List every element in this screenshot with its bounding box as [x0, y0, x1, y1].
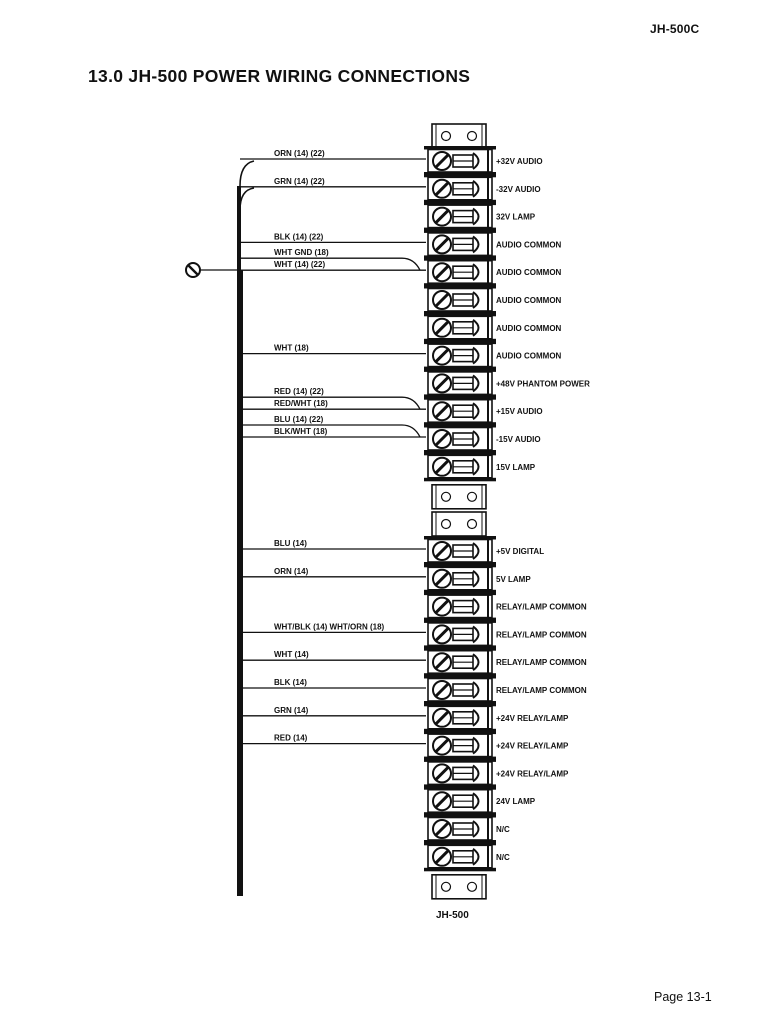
wire-label: WHT GND (18) — [274, 248, 329, 258]
cable-curve — [240, 161, 254, 186]
wire-label: WHT (18) — [274, 343, 309, 353]
wire-label: WHT (14) (22) — [274, 260, 326, 270]
strip-end-cap — [432, 124, 486, 148]
wire-label: ORN (14) — [274, 566, 309, 576]
wire — [240, 425, 420, 437]
terminal-label: N/C — [496, 825, 510, 834]
wire-label: RED (14) — [274, 733, 308, 743]
wire — [240, 397, 420, 409]
wire-label: BLK (14) — [274, 678, 307, 687]
terminal-strip-label: JH-500 — [436, 910, 469, 921]
mounting-hole-icon — [468, 132, 477, 141]
strip-end-cap — [432, 512, 486, 536]
wire-label: BLK/WHT (18) — [274, 427, 328, 436]
wire-label: GRN (14) (22) — [274, 176, 325, 186]
terminal-label: RELAY/LAMP COMMON — [496, 602, 587, 612]
wire — [240, 258, 420, 270]
wire-label: BLK (14) (22) — [274, 232, 324, 242]
ground-screw-icon — [186, 263, 240, 277]
cable-trunk-edge — [241, 270, 243, 896]
mounting-hole-icon — [442, 132, 451, 141]
terminal-block-lower — [424, 512, 587, 899]
terminal-label: AUDIO COMMON — [496, 296, 562, 305]
mounting-hole-icon — [442, 520, 451, 529]
terminal-label: +5V DIGITAL — [496, 547, 545, 556]
terminal-label: 24V LAMP — [496, 797, 536, 807]
terminal-block-upper — [424, 124, 590, 509]
terminal-label: 32V LAMP — [496, 212, 536, 222]
terminal-label: N/C — [496, 852, 510, 862]
terminal-label: +48V PHANTOM POWER — [496, 379, 590, 389]
cable-trunk — [237, 186, 241, 896]
page-number: Page 13-1 — [654, 990, 712, 1004]
page-title: 13.0 JH-500 POWER WIRING CONNECTIONS — [88, 66, 471, 86]
terminal-label: AUDIO COMMON — [496, 240, 562, 250]
strip-end-cap — [432, 485, 486, 509]
wire-label: BLU (14) — [274, 539, 307, 548]
terminal-label: AUDIO COMMON — [496, 268, 562, 278]
terminal-label: -32V AUDIO — [496, 184, 541, 194]
terminal-label: +24V RELAY/LAMP — [496, 769, 569, 779]
mounting-hole-icon — [468, 882, 477, 891]
mounting-hole-icon — [442, 492, 451, 501]
terminal-label: +24V RELAY/LAMP — [496, 741, 569, 751]
terminal-label: 5V LAMP — [496, 574, 531, 584]
wire-label: RED/WHT (18) — [274, 399, 328, 409]
terminal-label: -15V AUDIO — [496, 435, 541, 444]
strip-end-cap — [432, 875, 486, 899]
terminal-label: 15V LAMP — [496, 462, 536, 472]
cable-bundle — [237, 149, 426, 896]
wire-label: ORN (14) (22) — [274, 149, 325, 158]
wire-label: WHT/BLK (14) WHT/ORN (18) — [274, 622, 385, 632]
mounting-hole-icon — [468, 492, 477, 501]
wire-label: WHT (14) — [274, 650, 309, 660]
terminal-label: AUDIO COMMON — [496, 351, 562, 361]
wire-label: GRN (14) — [274, 705, 309, 715]
wire-label: RED (14) (22) — [274, 387, 324, 397]
terminal-label: RELAY/LAMP COMMON — [496, 686, 587, 695]
terminal-label: +32V AUDIO — [496, 157, 543, 166]
wire-label: BLU (14) (22) — [274, 415, 324, 424]
terminal-label: RELAY/LAMP COMMON — [496, 630, 587, 640]
terminal-label: +24V RELAY/LAMP — [496, 713, 569, 723]
terminal-label: AUDIO COMMON — [496, 323, 562, 333]
mounting-hole-icon — [442, 882, 451, 891]
document-id: JH-500C — [650, 22, 700, 36]
cable-curve — [240, 188, 254, 210]
mounting-hole-icon — [468, 520, 477, 529]
terminal-label: +15V AUDIO — [496, 407, 543, 417]
terminal-label: RELAY/LAMP COMMON — [496, 658, 587, 668]
